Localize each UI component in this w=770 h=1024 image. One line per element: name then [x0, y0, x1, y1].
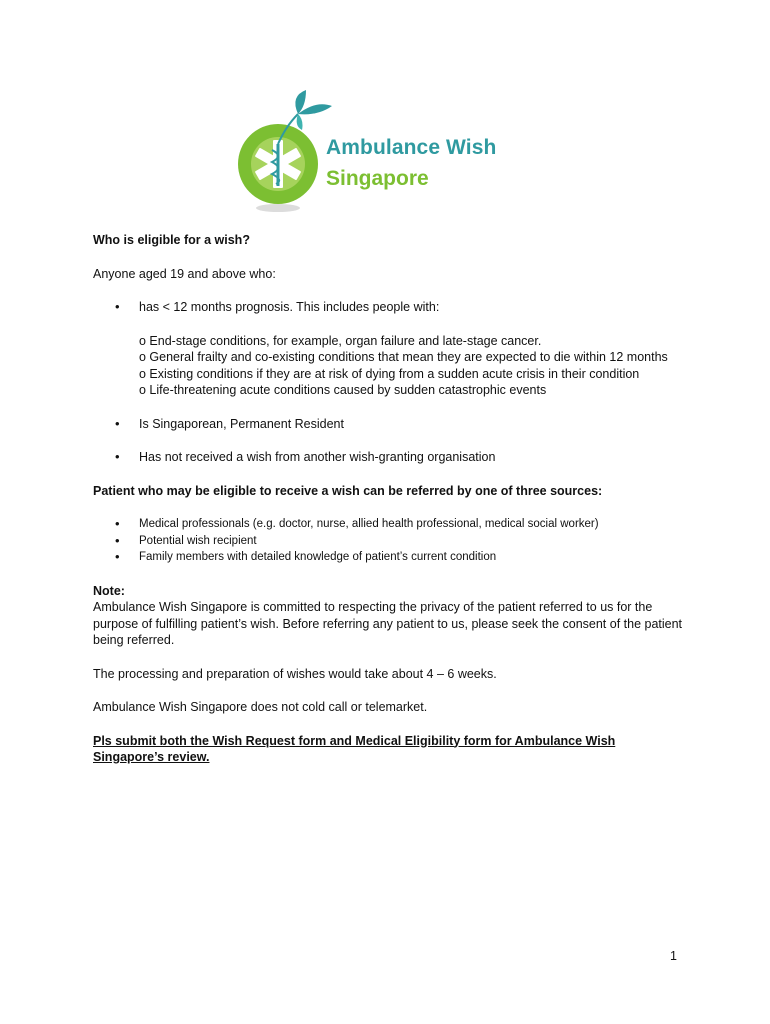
eligibility-list-cont	[93, 416, 683, 466]
eligibility-item-no-prior-wish: • Has not received a wish from another wish-granting organisation	[93, 449, 683, 466]
eligibility-item-prognosis: • has < 12 months prognosis. This includes people with:	[93, 299, 683, 316]
eligibility-item-residency: • Is Singaporean, Permanent Resident	[93, 416, 683, 433]
submit-forms-instruction: Pls submit both the Wish Request form and Medical Eligibility form for Ambulance Wish Singapore’s review.	[93, 733, 616, 764]
eligibility-list	[93, 299, 683, 316]
prognosis-sublist	[93, 333, 683, 399]
sub-item: o Life-threatening acute conditions caused by sudden catastrophic events	[139, 383, 547, 397]
note-text: Ambulance Wish Singapore is committed to respecting the privacy of the patient referred to us for the purpose of fulfilling patient’s wish. Before referring any patient to us, please seek the consent of the patient being referred.	[93, 600, 683, 647]
no-cold-call-text: Ambulance Wish Singapore does not cold call or telemarket.	[93, 700, 428, 714]
logo-subtitle: Singapore	[326, 167, 429, 190]
referral-source-item: • Medical professionals (e.g. doctor, nurse, allied health professional, medical social worker)	[93, 516, 683, 533]
sub-item: o Existing conditions if they are at risk of dying from a sudden acute crisis in their condition	[139, 366, 640, 381]
eligibility-intro: Anyone aged 19 and above who:	[93, 266, 276, 281]
referral-source-item: • Potential wish recipient	[93, 533, 683, 550]
note-label: Note:	[93, 583, 125, 598]
sub-item: o End-stage conditions, for example, organ failure and late-stage cancer.	[139, 333, 542, 348]
eligibility-heading: Who is eligible for a wish?	[93, 233, 250, 247]
logo	[236, 86, 526, 216]
referral-source-item: • Family members with detailed knowledge of patient’s current condition	[93, 549, 683, 566]
page-number: 1	[670, 949, 677, 963]
logo-title: Ambulance Wish	[326, 136, 497, 159]
sub-item: o General frailty and co-existing conditions that mean they are expected to die within 12 months	[139, 350, 668, 364]
processing-text: The processing and preparation of wishes would take about 4 – 6 weeks.	[93, 666, 497, 681]
document-body	[93, 232, 683, 766]
referral-heading: Patient who may be eligible to receive a wish can be referred by one of three sources:	[93, 483, 603, 498]
referral-sources-list	[93, 516, 683, 566]
